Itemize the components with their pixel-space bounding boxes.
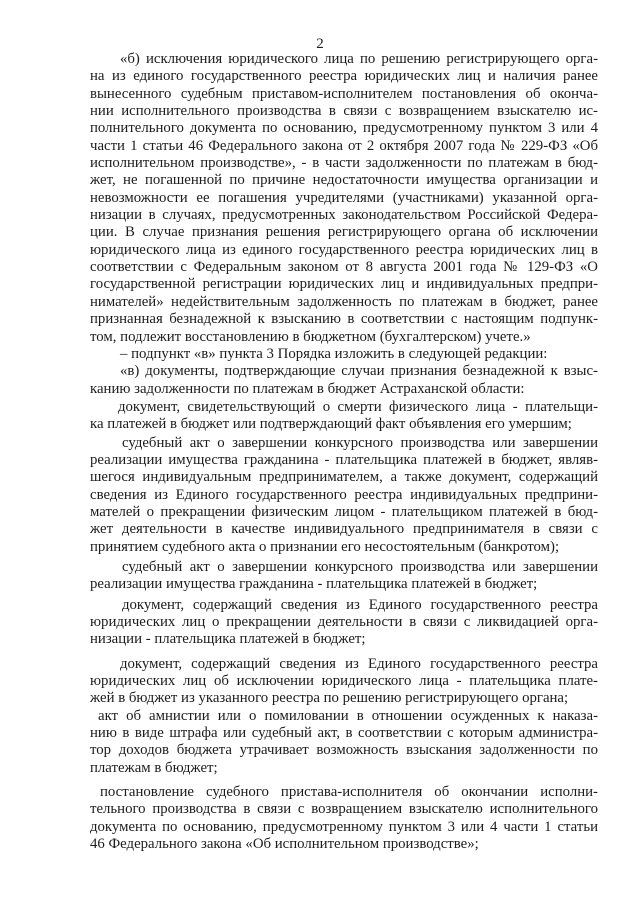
text-line: реализации имущества гражданина - плательщика платежей в бюджет, являв- — [90, 451, 598, 468]
text-line: платежам в бюджет; — [90, 759, 218, 776]
text-line: принятием судебного акта о признании его несостоятельным (банкротом); — [90, 538, 560, 555]
paragraph-bailiff-resolution — [90, 784, 598, 853]
document-body — [90, 51, 598, 853]
text-line: жет деятельности в качестве индивидуального предпринимателя в связи с — [90, 521, 598, 538]
text-line: государственной регистрации юридических лиц и индивидуальных предпри- — [90, 276, 598, 293]
paragraph-death-document — [90, 399, 598, 434]
paragraph-liquidation — [90, 597, 598, 649]
text-line: соответствии с Федеральным законом от 8 августа 2001 года № 129-ФЗ «О — [90, 259, 598, 276]
text-line: вынесенного судебным приставом-исполнителем постановления об оконча- — [90, 85, 598, 102]
text-line: жет, не погашенной по причине недостаточности имущества организации и — [90, 172, 598, 189]
text-line: тельного производства в связи с возвращением взыскателю исполнительного — [90, 801, 598, 818]
text-line: юридических лиц о прекращении деятельности в связи с ликвидацией орга- — [90, 614, 598, 630]
paragraph-bankruptcy-citizen — [90, 559, 598, 594]
text-line: судебный акт о завершении конкурсного производства или завершении — [122, 558, 598, 575]
text-line: жей в бюджет из указанного реестра по решению регистрирующего органа; — [90, 690, 569, 707]
paragraph-registry-exclusion — [90, 656, 598, 708]
text-line: ции. В случае признания решения регистрирующего органа об исключении — [90, 224, 598, 241]
text-line: нии исполнительного производства в связи с возвращением взыскателю ис- — [90, 103, 598, 120]
text-line: мателей о прекращении физическим лицом - плательщиком платежей в бюд- — [90, 503, 598, 520]
text-line: юридических лиц об исключении юридического лица - плательщика плате- — [90, 673, 598, 690]
page-number: 2 — [316, 36, 324, 52]
text-line: юридического лица из единого государственного реестра юридических лиц в — [90, 241, 598, 258]
text-line: низации - плательщика платежей в бюджет; — [90, 631, 366, 648]
paragraph-subclause-intro — [90, 346, 598, 363]
text-line: невозможности ее погашения учредителями (участниками) указанной орга- — [90, 189, 598, 206]
text-line: 46 Федерального закона «Об исполнительном производстве»; — [90, 836, 479, 853]
text-line: документ, содержащий сведения из Единого государственного реестра — [120, 655, 598, 672]
text-line: на из единого государственного реестра юридических лиц и наличия ранее — [90, 68, 598, 85]
paragraph-exclusion-clause — [90, 51, 598, 346]
text-line: документа по основанию, предусмотренному пунктом 3 или 4 части 1 статьи — [90, 818, 598, 835]
text-line: признанная безнадежной к взысканию в соответствии с настоящим подпунк- — [90, 311, 598, 328]
paragraph-documents-heading — [90, 363, 598, 398]
text-line: документ, содержащий сведения из Единого государственного реестра — [122, 596, 598, 613]
text-line: судебный акт о завершении конкурсного производства или завершении — [122, 434, 598, 451]
text-line: ка платежей в бюджет или подтверждающий факт объявления его умершим; — [90, 416, 572, 433]
text-line: реализации имущества гражданина - плательщика платежей в бюджет; — [90, 576, 538, 593]
paragraph-bankruptcy-entrepreneur — [90, 435, 598, 556]
text-line: сведения из Единого государственного реестра индивидуальных предприни- — [90, 486, 598, 503]
text-line: исполнительном производстве», - в части задолженности по платежам в бюд- — [90, 155, 598, 172]
text-line: документ, свидетельствующий о смерти физического лица - плательщи- — [118, 398, 598, 415]
text-line: «в) документы, подтверждающие случаи признания безнадежной к взыс- — [120, 363, 598, 380]
text-line: шегося индивидуальным предпринимателем, а также документ, содержащий — [90, 469, 598, 486]
text-line: – подпункт «в» пункта 3 Порядка изложить в следующей редакции: — [120, 345, 548, 362]
text-line: акт об амнистии или о помиловании в отношении осужденных к наказа- — [98, 707, 598, 724]
text-line: низации в случаях, предусмотренных законодательством Российской Федера- — [90, 207, 598, 224]
text-line: том, подлежит восстановлению в бюджетном (бухгалтерском) учете.» — [90, 328, 531, 345]
text-line: нию в виде штрафа или судебный акт, в соответствии с которым администра- — [90, 725, 598, 742]
text-line: части 1 статьи 46 Федерального закона от 2 октября 2007 года № 229-ФЗ «Об — [90, 137, 598, 154]
text-line: канию задолженности по платежам в бюджет Астраханской области: — [90, 380, 525, 397]
text-line: тор доходов бюджета утрачивает возможность взыскания задолженности по — [90, 742, 598, 759]
text-line: постановление судебного пристава-исполнителя об окончании исполни- — [100, 784, 598, 801]
text-line: нимателей» недействительным задолженность по платежам в бюджет, ранее — [90, 293, 598, 310]
text-line: полнительного документа по основанию, предусмотренному пунктом 3 или 4 — [90, 120, 598, 137]
text-line: «б) исключения юридического лица по решению регистрирующего орга- — [120, 51, 598, 67]
paragraph-amnesty — [90, 708, 598, 777]
